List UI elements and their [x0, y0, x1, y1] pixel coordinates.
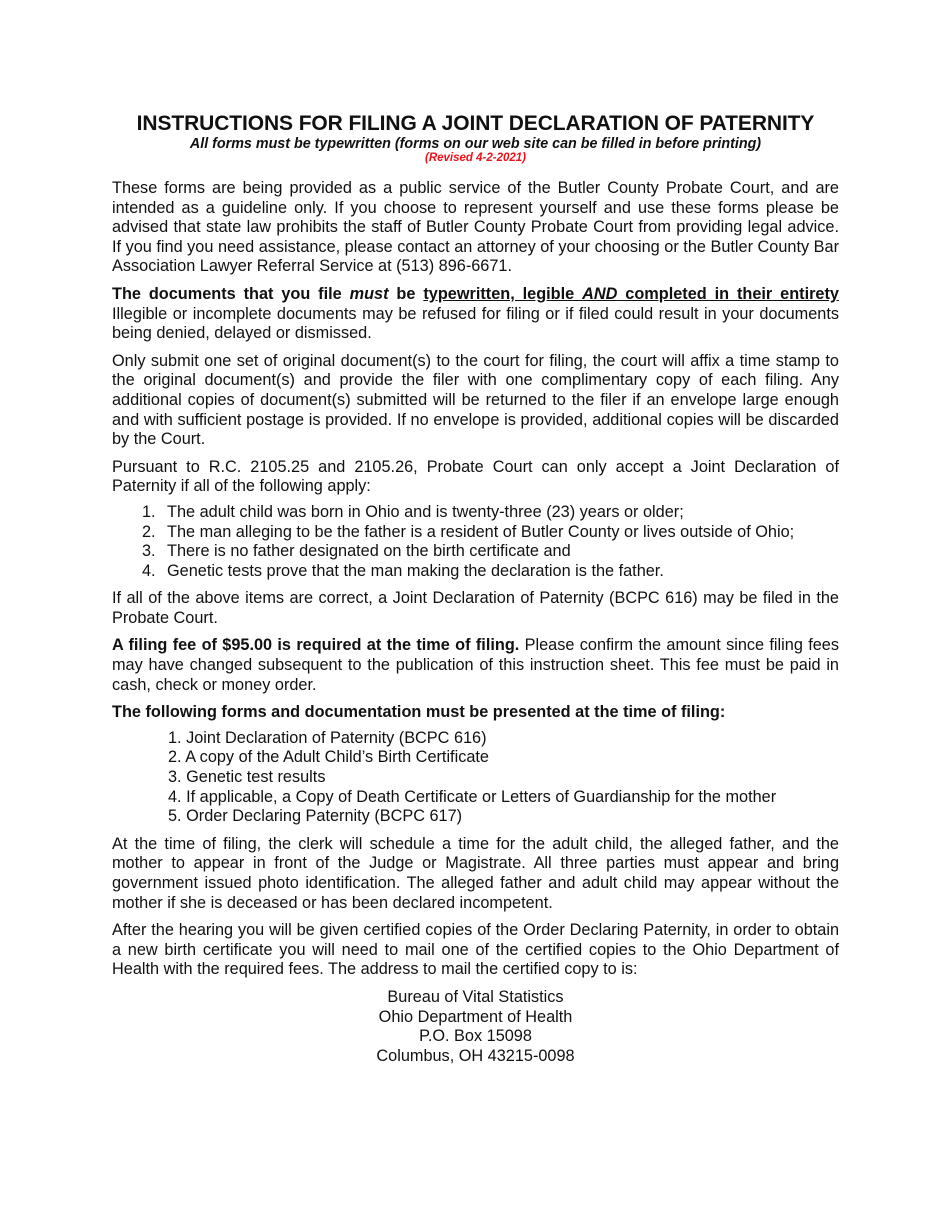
if-correct-paragraph: If all of the above items are correct, a Joint Declaration of Paternity (BCPC 616) may be filed in the Probate Court. — [112, 589, 839, 627]
list-item: 2. A copy of the Adult Child’s Birth Certificate — [168, 748, 489, 767]
address-line: Ohio Department of Health — [378, 1007, 573, 1026]
typewritten-notice: All forms must be typewritten (forms on our web site can be filled in before printing) — [189, 136, 762, 152]
documents-requirement-paragraph — [112, 285, 839, 344]
list-item: 1. The adult child was born in Ohio and is twenty-three (23) years or older; — [142, 502, 684, 521]
forms-list — [112, 729, 839, 827]
filing-fee-amount: A filing fee of $95.00 is required at the time of filing. — [112, 636, 520, 655]
address-line: P.O. Box 15098 — [419, 1027, 532, 1046]
address-line: Columbus, OH 43215-0098 — [376, 1046, 575, 1065]
list-item: 2. The man alleging to be the father is a resident of Butler County or lives outside of Ohio; — [142, 522, 795, 541]
hearing-paragraph: At the time of filing, the clerk will schedule a time for the adult child, the alleged father, and the mother to appear in front of the Judge or Magistrate. All three parties must appear and bring government issued photo identification. The alleged father and adult child may appear without the mother if she is deceased or has been declared incompetent. — [112, 834, 839, 912]
intro-paragraph: These forms are being provided as a public service of the Butler County Probate Court, and are intended as a guideline only. If you choose to represent yourself and use these forms please be advised that state law prohibits the staff of Butler County Probate Court from providing legal advice. If you find you need assistance, please contact an attorney of your choosing or the Butler County Bar Association Lawyer Referral Service at (513) 896-6671. — [112, 179, 839, 276]
pursuant-paragraph: Pursuant to R.C. 2105.25 and 2105.26, Probate Court can only accept a Joint Declaration of Paternity if all of the following apply: — [112, 457, 839, 496]
list-item: 4. If applicable, a Copy of Death Certificate or Letters of Guardianship for the mother — [168, 787, 777, 806]
list-item: 4. Genetic tests prove that the man making the declaration is the father. — [142, 561, 664, 580]
requirements-list — [112, 503, 839, 581]
list-item: 1. Joint Declaration of Paternity (BCPC 616) — [168, 728, 487, 747]
list-item: 5. Order Declaring Paternity (BCPC 617) — [168, 807, 463, 826]
copies-paragraph: Only submit one set of original document(s) to the court for filing, the court will affix a time stamp to the original document(s) and provide the filer with one complimentary copy of each filing. Any additional copies of document(s) submitted will be returned to the filer if an envelope large enough and with sufficient postage is provided. If no envelope is provided, additional copies will be discarded by the Court. — [112, 351, 839, 449]
after-hearing-paragraph: After the hearing you will be given certified copies of the Order Declaring Paternity, in order to obtain a new birth certificate you will need to mail one of the certified copies to the Ohio Department of Health with the required fees. The address to mail the certified copy to is: — [112, 921, 839, 979]
documents-requirement-lead: The documents that you file must be typewritten, legible AND completed in their entirety — [112, 284, 839, 303]
documents-requirement-rest: Illegible or incomplete documents may be refused for filing or if filed could result in your documents being denied, delayed or dismissed. — [112, 304, 839, 343]
revision-date: (Revised 4-2-2021) — [425, 152, 526, 164]
list-item: 3. Genetic test results — [168, 768, 326, 787]
filing-fee-paragraph: A filing fee of $95.00 is required at the time of filing. Please confirm the amount since filing fees may have changed subsequent to the publication of this instruction sheet. This fee must be paid in cash, check or money order. — [112, 636, 840, 694]
document-title: INSTRUCTIONS FOR FILING A JOINT DECLARATION OF PATERNITY — [136, 112, 815, 135]
forms-heading: The following forms and documentation must be presented at the time of filing: — [112, 703, 726, 722]
address-line: Bureau of Vital Statistics — [387, 987, 564, 1006]
mailing-address — [112, 988, 839, 1066]
list-item: 3. There is no father designated on the birth certificate and — [142, 542, 571, 561]
document-page — [112, 112, 839, 1066]
